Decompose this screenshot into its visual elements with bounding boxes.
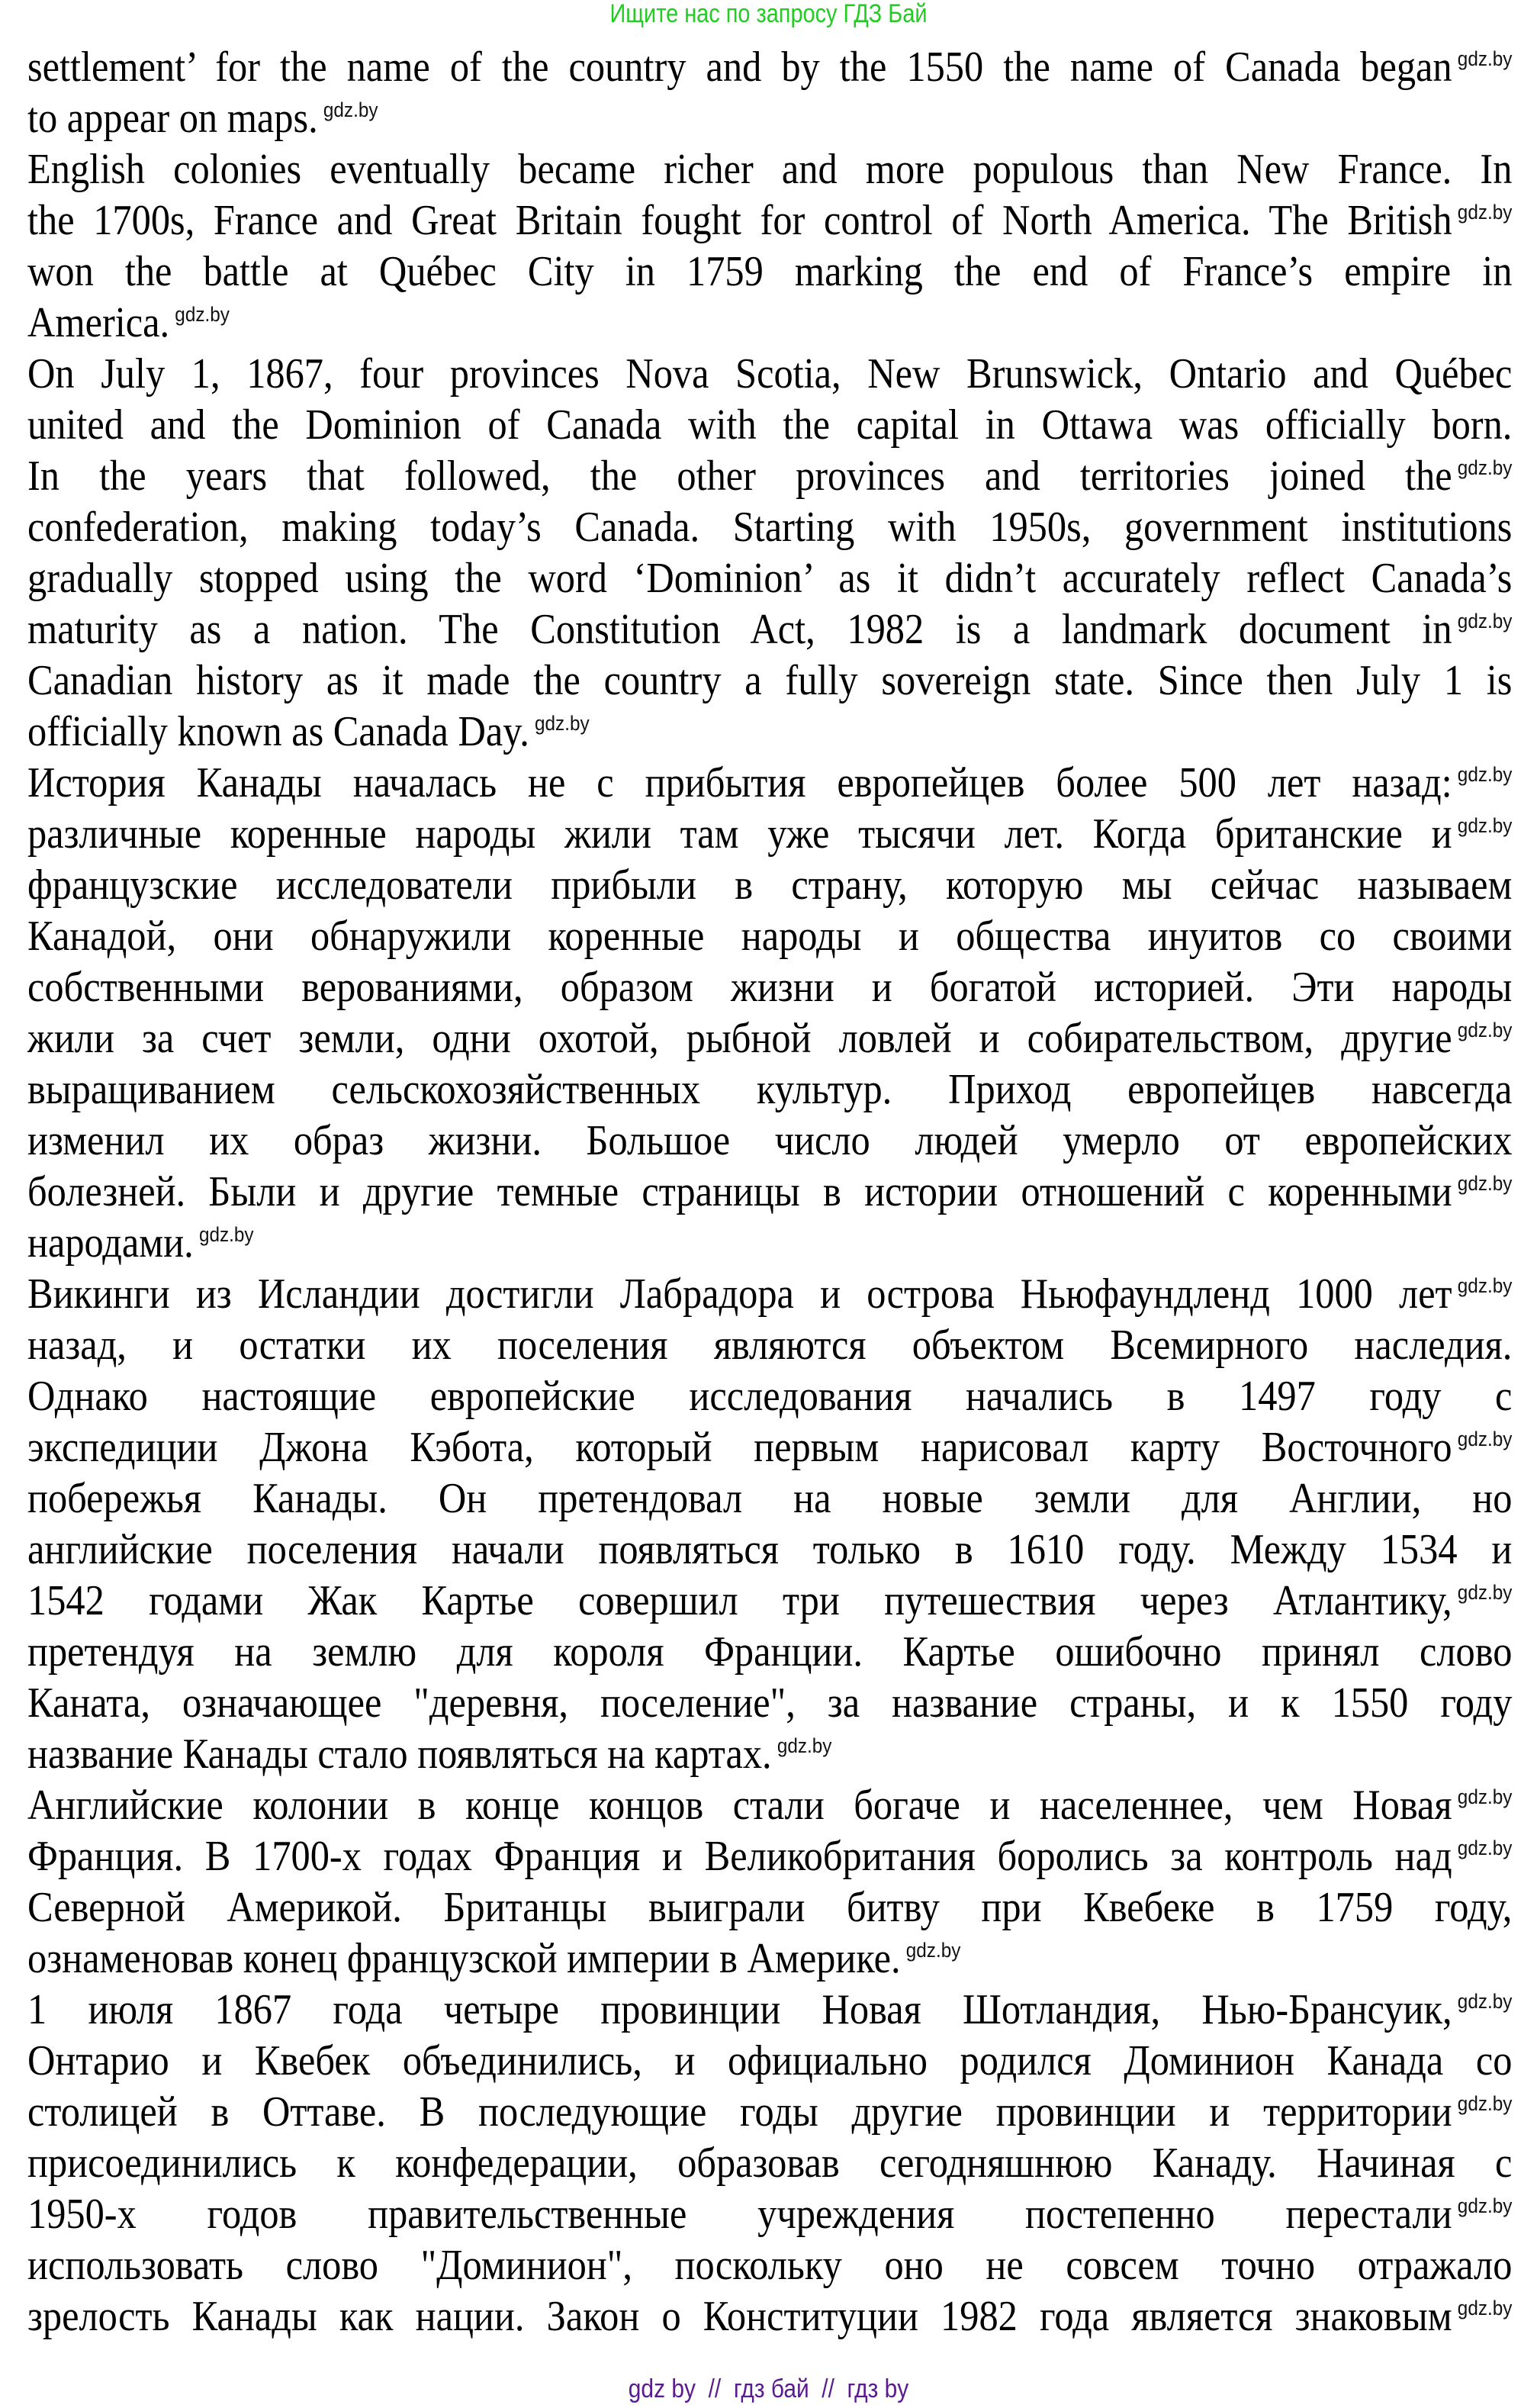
text-line-box (27, 400, 1515, 451)
watermark: gdz.by (1457, 1019, 1513, 1042)
text-line-box (27, 1218, 1515, 1269)
text-line-row (27, 962, 1515, 1013)
text-line: 1950-х годов правительственные учреждения постепенно перестали (27, 2191, 1452, 2238)
paragraph (27, 42, 1515, 144)
watermark: gdz.by (175, 303, 230, 327)
text-line-box (27, 1167, 1515, 1218)
text-line: Однако настоящие европейские исследования начались в 1497 году с (27, 1373, 1513, 1420)
text-line-box (27, 1627, 1515, 1678)
text-line-box (27, 195, 1515, 246)
watermark: gdz.by (1457, 814, 1513, 838)
text-line: английские поселения начали появляться только в 1610 году. Между 1534 и (27, 1526, 1513, 1573)
text-line-row (27, 2291, 1515, 2342)
text-line-box (27, 758, 1515, 809)
text-line-row (27, 195, 1515, 246)
watermark: gdz.by (1457, 610, 1513, 633)
text-line-row (27, 1729, 1515, 1780)
text-line-row (27, 1013, 1515, 1064)
text-line-box (27, 1013, 1515, 1064)
watermark: gdz.by (1457, 47, 1513, 71)
text-line-box (27, 707, 1515, 758)
text-line-box (27, 2138, 1515, 2189)
text-line: maturity as a nation. The Constitution Act, 1982 is a landmark document in (27, 606, 1452, 653)
text-line-box (27, 2087, 1515, 2138)
search-banner: Ищите нас по запросу ГДЗ Бай (609, 0, 928, 28)
text-line-box (27, 349, 1515, 400)
text-line-box (27, 962, 1515, 1013)
text-line-row (27, 2240, 1515, 2291)
text-line-box (27, 604, 1515, 655)
text-line-row (27, 1064, 1515, 1115)
paragraph (27, 1269, 1515, 1780)
text-line: Викинги из Исландии достигли Лабрадора и острова Ньюфаундленд 1000 лет (27, 1270, 1452, 1318)
text-line-box (27, 1882, 1515, 1933)
text-line-box (27, 144, 1515, 195)
text-line: 1542 годами Жак Картье совершил три путешествия через Атлантику, (27, 1577, 1452, 1624)
text-line-row (27, 2036, 1515, 2087)
watermark: gdz.by (1457, 2194, 1513, 2218)
text-line-box (27, 1115, 1515, 1167)
text-line-row (27, 707, 1515, 758)
text-line: выращиванием сельскохозяйственных культур. Приход европейцев навсегда (27, 1066, 1513, 1113)
watermark: gdz.by (1457, 1172, 1513, 1196)
text-line: ознаменовав конец французской империи в Америке. (27, 1935, 901, 1982)
text-line-row (27, 1320, 1515, 1371)
text-line: различные коренные народы жили там уже тысячи лет. Когда британские и (27, 810, 1452, 858)
text-line-row (27, 400, 1515, 451)
text-line-row (27, 246, 1515, 298)
text-line-box (27, 553, 1515, 604)
text-line-row (27, 1473, 1515, 1524)
text-line-row (27, 1627, 1515, 1678)
text-line-row (27, 1576, 1515, 1627)
text-line: America. (27, 299, 170, 346)
text-line-box (27, 1524, 1515, 1576)
document-text (27, 42, 1515, 2342)
text-line: confederation, making today’s Canada. Starting with 1950s, government institutions (27, 504, 1513, 551)
text-line-row (27, 1115, 1515, 1167)
text-line: жили за счет земли, одни охотой, рыбной ловлей и собирательством, другие (27, 1015, 1452, 1062)
text-line-row (27, 1882, 1515, 1933)
text-line-row (27, 1167, 1515, 1218)
text-line: Canadian history as it made the country a fully sovereign state. Since then July 1 is (27, 657, 1513, 704)
text-line-row (27, 2189, 1515, 2240)
text-line: претендуя на землю для короля Франции. Картье ошибочно принял слово (27, 1628, 1513, 1676)
paragraph (27, 349, 1515, 758)
text-line-row (27, 1780, 1515, 1831)
text-line: settlement’ for the name of the country and by the 1550 the name of Canada began (27, 43, 1452, 91)
text-line-box (27, 1422, 1515, 1473)
text-line-row (27, 860, 1515, 911)
text-line-row (27, 758, 1515, 809)
text-line-row (27, 1678, 1515, 1729)
text-line: столицей в Оттаве. В последующие годы другие провинции и территории (27, 2088, 1452, 2136)
text-line-box (27, 246, 1515, 298)
text-line: собственными верованиями, образом жизни и богатой историей. Эти народы (27, 964, 1513, 1011)
text-line: officially known as Canada Day. (27, 708, 529, 755)
text-line-box (27, 2291, 1515, 2342)
text-line: использовать слово "Доминион", поскольку оно не совсем точно отражало (27, 2242, 1513, 2289)
text-line-row (27, 1933, 1515, 1985)
text-line-row (27, 2138, 1515, 2189)
text-line-box (27, 502, 1515, 553)
text-line-box (27, 1985, 1515, 2036)
text-line-box (27, 2240, 1515, 2291)
paragraph (27, 1985, 1515, 2342)
watermark: gdz.by (777, 1734, 832, 1758)
text-line: In the years that followed, the other provinces and territories joined the (27, 452, 1452, 500)
text-line-box (27, 42, 1515, 93)
paragraph (27, 144, 1515, 349)
text-line-row (27, 1269, 1515, 1320)
text-line-row (27, 2087, 1515, 2138)
text-line: французские исследователи прибыли в страну, которую мы сейчас называем (27, 861, 1513, 909)
footer-links: gdz by // гдз бай // гдз by (628, 2374, 909, 2403)
text-line: изменил их образ жизни. Большое число людей умерло от европейских (27, 1117, 1513, 1164)
text-line-box (27, 298, 1515, 349)
text-line-box (27, 2036, 1515, 2087)
watermark: gdz.by (323, 98, 378, 122)
watermark: gdz.by (1457, 456, 1513, 480)
watermark: gdz.by (1457, 2092, 1513, 2116)
text-line-row (27, 1831, 1515, 1882)
text-line-box (27, 1933, 1515, 1985)
text-line: название Канады стало появляться на картах. (27, 1730, 772, 1778)
watermark: gdz.by (1457, 1990, 1513, 2014)
text-line-box (27, 1729, 1515, 1780)
text-line-row (27, 1371, 1515, 1422)
text-line-row (27, 1524, 1515, 1576)
text-line-box (27, 1371, 1515, 1422)
text-line-row (27, 1985, 1515, 2036)
watermark: gdz.by (1457, 1428, 1513, 1451)
text-line: присоединились к конфедерации, образовав сегодняшнюю Канаду. Начиная с (27, 2139, 1513, 2187)
text-line-box (27, 860, 1515, 911)
text-line-row (27, 42, 1515, 93)
text-line: won the battle at Québec City in 1759 marking the end of France’s empire in (27, 248, 1513, 295)
watermark: gdz.by (1457, 1837, 1513, 1860)
text-line-row (27, 553, 1515, 604)
text-line: Каната, означающее "деревня, поселение", за название страны, и к 1550 году (27, 1679, 1513, 1727)
text-line: On July 1, 1867, four provinces Nova Scotia, New Brunswick, Ontario and Québec (27, 350, 1513, 398)
text-line: 1 июля 1867 года четыре провинции Новая Шотландия, Нью-Брансуик, (27, 1986, 1452, 2033)
watermark: gdz.by (1457, 1581, 1513, 1605)
text-line: English colonies eventually became richer and more populous than New France. In (27, 146, 1513, 193)
text-line-box (27, 809, 1515, 860)
text-line-row (27, 298, 1515, 349)
text-line-row (27, 93, 1515, 144)
text-line-box (27, 93, 1515, 144)
text-line-row (27, 451, 1515, 502)
text-line-row (27, 1218, 1515, 1269)
text-line-row (27, 604, 1515, 655)
text-line-box (27, 1780, 1515, 1831)
text-line-row (27, 809, 1515, 860)
watermark: gdz.by (535, 712, 590, 736)
text-line-row (27, 349, 1515, 400)
text-line: gradually stopped using the word ‘Dominion’ as it didn’t accurately reflect Canada’s (27, 555, 1513, 602)
text-line: болезней. Были и другие темные страницы в истории отношений с коренными (27, 1168, 1452, 1215)
text-line-box (27, 2189, 1515, 2240)
watermark: gdz.by (1457, 1785, 1513, 1809)
paragraph (27, 1780, 1515, 1985)
text-line-box (27, 1473, 1515, 1524)
watermark: gdz.by (1457, 1274, 1513, 1298)
text-line-box (27, 1320, 1515, 1371)
text-line-row (27, 911, 1515, 962)
text-line-box (27, 911, 1515, 962)
text-line: народами. (27, 1219, 194, 1267)
text-line-box (27, 1064, 1515, 1115)
text-line: Онтарио и Квебек объединились, и официально родился Доминион Канада со (27, 2037, 1513, 2084)
watermark: gdz.by (905, 1939, 961, 1962)
text-line: зрелость Канады как нации. Закон о Конституции 1982 года является знаковым (27, 2293, 1452, 2340)
text-line-box (27, 1678, 1515, 1729)
text-line-box (27, 1269, 1515, 1320)
text-line-row (27, 502, 1515, 553)
text-line: История Канады началась не с прибытия европейцев более 500 лет назад: (27, 759, 1452, 806)
text-line: побережья Канады. Он претендовал на новые земли для Англии, но (27, 1475, 1513, 1522)
text-line: united and the Dominion of Canada with the capital in Ottawa was officially born. (27, 401, 1513, 449)
watermark: gdz.by (1457, 763, 1513, 787)
watermark: gdz.by (1457, 2297, 1513, 2320)
text-line-box (27, 1831, 1515, 1882)
text-line: назад, и остатки их поселения являются объектом Всемирного наследия. (27, 1322, 1513, 1369)
watermark: gdz.by (1457, 201, 1513, 224)
text-line: to appear on maps. (27, 95, 318, 142)
paragraph (27, 758, 1515, 1269)
text-line: Английские колонии в конце концов стали богаче и населеннее, чем Новая (27, 1782, 1452, 1829)
watermark: gdz.by (198, 1223, 254, 1247)
text-line-box (27, 655, 1515, 707)
text-line: the 1700s, France and Great Britain fought for control of North America. The British (27, 197, 1452, 244)
text-line-row (27, 655, 1515, 707)
text-line: экспедиции Джона Кэбота, который первым нарисовал карту Восточного (27, 1424, 1452, 1471)
text-line-box (27, 451, 1515, 502)
text-line-box (27, 1576, 1515, 1627)
text-line: Канадой, они обнаружили коренные народы и общества инуитов со своими (27, 913, 1513, 960)
text-line: Франция. В 1700-х годах Франция и Великобритания боролись за контроль над (27, 1833, 1452, 1880)
text-line: Северной Америкой. Британцы выиграли битву при Квебеке в 1759 году, (27, 1884, 1513, 1931)
text-line-row (27, 144, 1515, 195)
text-line-row (27, 1422, 1515, 1473)
